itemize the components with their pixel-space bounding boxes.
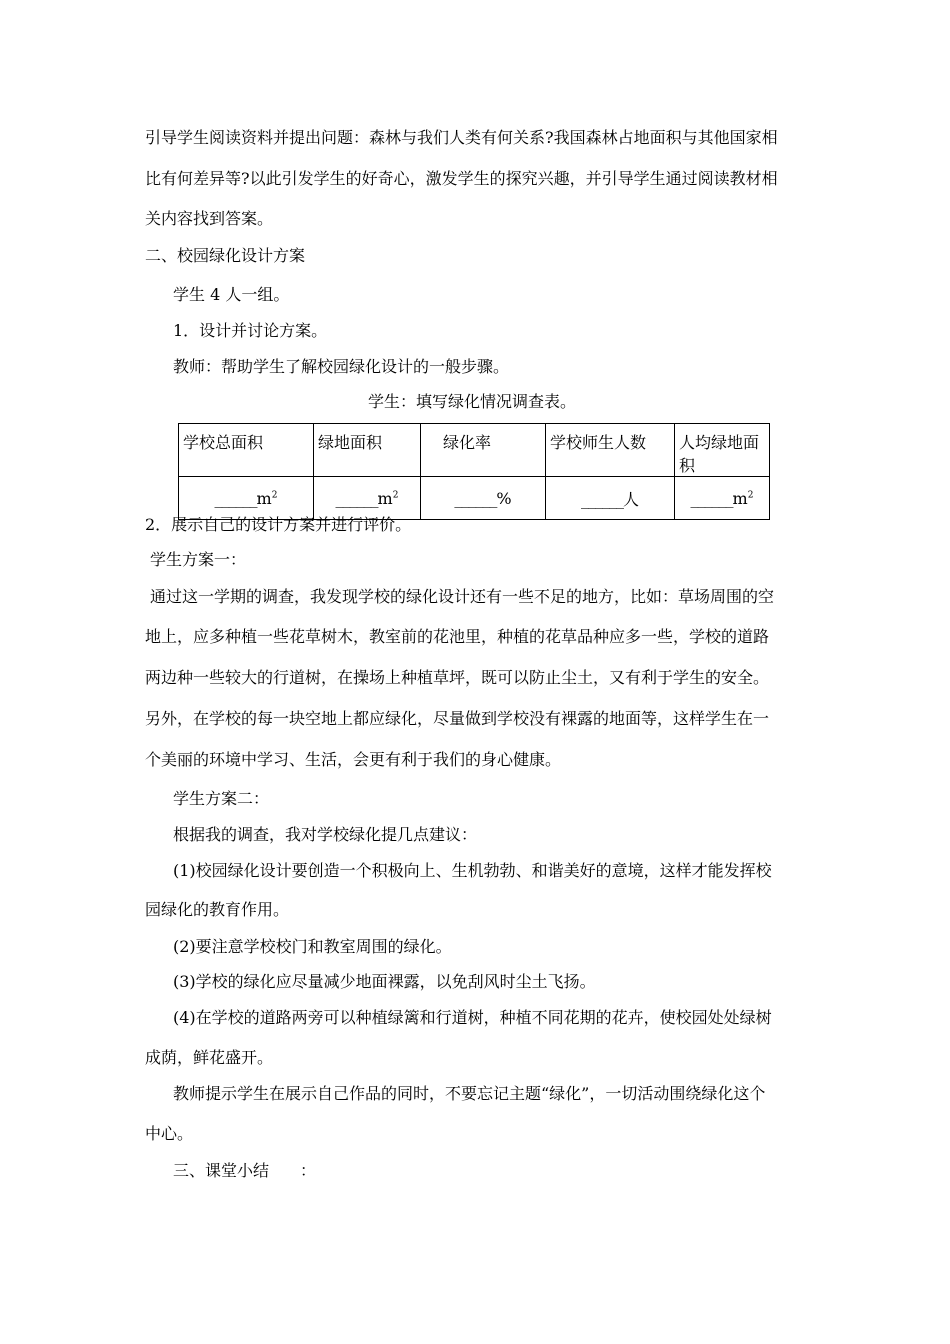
plan-1-line-1: 通过这一学期的调查，我发现学校的绿化设计还有一些不足的地方，比如：草场周围的空 [150,587,775,606]
header-cell-population: 学校师生人数 [546,424,675,477]
suggestion-1-line-2: 园绿化的教育作用。 [145,900,290,919]
unit-label: $m^2$ [256,488,278,508]
plan-1-line-4: 另外，在学校的每一块空地上都应绿化，尽量做到学校没有裸露的地面等，这样学生在一 [145,709,770,728]
suggestion-4-line-1: (4)在学校的道路两旁可以种植绿篱和行道树，种植不同花期的花卉，使校园处处绿树 [173,1008,772,1027]
table-caption: 学生：填写绿化情况调查表。 [368,392,577,411]
fill-blank: ______ [454,488,497,508]
fill-blank: ______ [580,489,623,509]
value-cell-per-capita [675,477,770,520]
fill-blank: ______ [690,488,733,508]
value-cell-green-area [314,477,421,520]
step-1: 1．设计并讨论方案。 [173,321,328,340]
paragraph-intro-line-2: 比有何差异等?以此引发学生的好奇心，激发学生的探究兴趣，并引导学生通过阅读教材相 [145,169,778,188]
unit-label: $m^2$ [377,488,399,508]
section-heading-3: 三、课堂小结 [173,1161,270,1180]
group-note: 学生 4 人一组。 [173,285,290,304]
teacher-note-2-line-1: 教师提示学生在展示自己作品的同时，不要忘记主题“绿化”，一切活动围绕绿化这个 [173,1084,766,1103]
plan-1-line-3: 两边种一些较大的行道树，在操场上种植草坪，既可以防止尘土，又有利于学生的安全。 [145,668,770,687]
section-heading-2: 二、校园绿化设计方案 [145,246,306,265]
fill-blank: ______ [214,488,257,508]
suggestion-1-line-1: (1)校园绿化设计要创造一个积极向上、生机勃勃、和谐美好的意境，这样才能发挥校 [173,861,772,880]
plan-2-intro: 根据我的调查，我对学校绿化提几点建议： [173,825,478,844]
suggestion-2: (2)要注意学校校门和教室周围的绿化。 [173,937,452,956]
value-cell-population [546,477,675,520]
step-2: 2．展示自己的设计方案并进行评价。 [145,515,412,534]
fill-blank: ______ [335,488,378,508]
header-cell-total-area: 学校总面积 [179,424,314,477]
survey-table [178,423,770,520]
header-cell-green-rate: 绿化率 [421,424,546,477]
plan-1-line-5: 个美丽的环境中学习、生活，会更有利于我们的身心健康。 [145,750,562,769]
teacher-note-2-line-2: 中心。 [145,1124,194,1143]
suggestion-4-line-2: 成荫，鲜花盛开。 [145,1048,274,1067]
plan-1-title: 学生方案一： [150,550,247,569]
section-heading-3-colon: ： [300,1161,317,1180]
unit-label: % [496,488,512,508]
table-header-row [179,424,770,477]
value-cell-green-rate [421,477,546,520]
plan-1-line-2: 地上，应多种植一些花草树木，教室前的花池里，种植的花草品种应多一些，学校的道路 [145,627,770,646]
unit-label: $m^2$ [732,488,754,508]
table-value-row [179,477,770,520]
value-cell-total-area [179,477,314,520]
header-cell-per-capita: 人均绿地面积 [675,424,770,477]
header-cell-green-area: 绿地面积 [314,424,421,477]
teacher-note-1: 教师：帮助学生了解校园绿化设计的一般步骤。 [173,357,510,376]
unit-label: 人 [622,489,639,509]
plan-2-title: 学生方案二： [173,789,270,808]
paragraph-intro-line-3: 关内容找到答案。 [145,209,274,228]
suggestion-3: (3)学校的绿化应尽量减少地面裸露，以免刮风时尘土飞扬。 [173,972,596,991]
paragraph-intro-line-1: 引导学生阅读资料并提出问题：森林与我们人类有何关系?我国森林占地面积与其他国家相 [145,128,778,147]
